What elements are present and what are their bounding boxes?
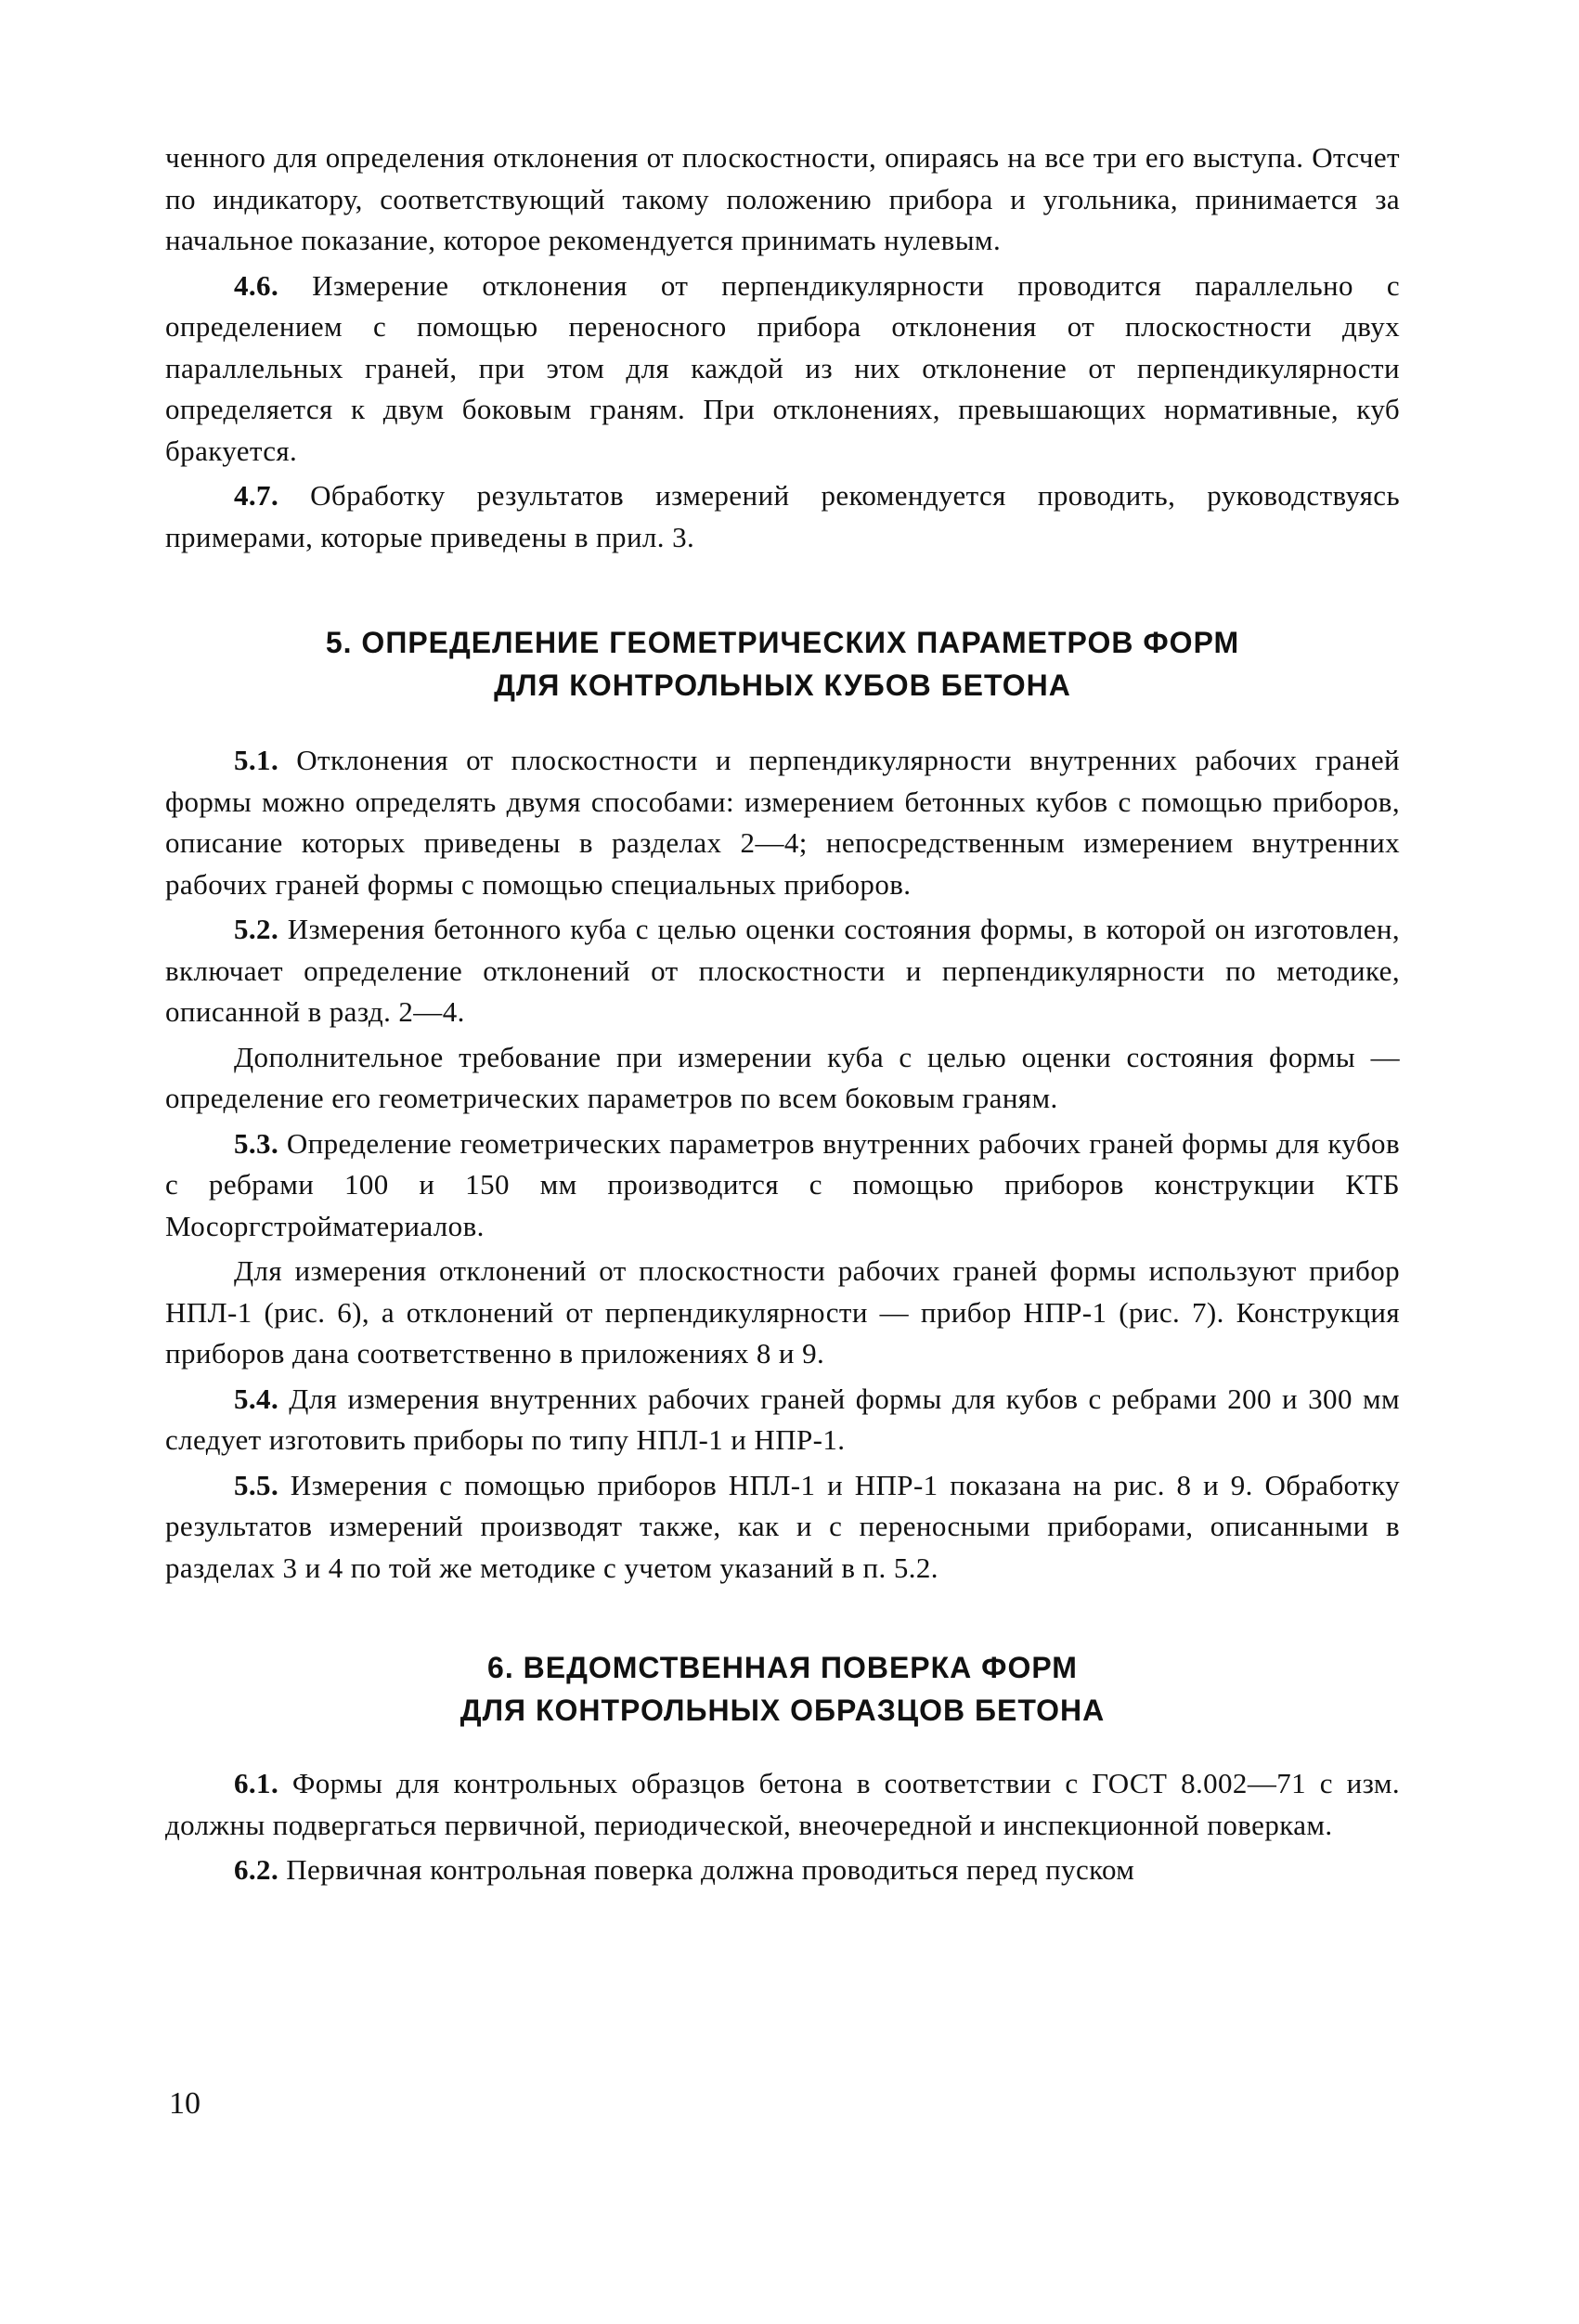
item-number: 5.4. <box>234 1382 279 1415</box>
item-5-3-instruments <box>165 1251 1400 1375</box>
item-text: Формы для контрольных образцов бетона в соответствии с ГОСТ 8.002—71 с изм. должны подвергаться первичной, периодической, внеочередной и инспекционной поверкам. <box>165 1767 1401 1841</box>
item-number: 5.2. <box>234 913 279 945</box>
item-4-7 <box>165 475 1400 558</box>
item-4-6 <box>165 266 1400 473</box>
item-5-4 <box>165 1379 1400 1461</box>
item-5-1 <box>165 740 1400 905</box>
paragraph-text: ченного для определения отклонения от плоскостности, опираясь на все три его выступа. Отсчет по индикатору, соответствующий такому положению прибора и угольника, принимается за начальное показание, которое рекомендуется принимать нулевым. <box>165 141 1400 256</box>
item-number: 5.5. <box>234 1468 279 1501</box>
section-5-title-line-2: ДЛЯ КОНТРОЛЬНЫХ КУБОВ БЕТОНА <box>494 669 1071 702</box>
item-number: 5.3. <box>234 1126 279 1160</box>
item-text: Дополнительное требование при измерении куба с целью оценки состояния формы — определение его геометрических параметров по всем боковым граням. <box>165 1040 1400 1114</box>
item-5-3 <box>165 1123 1400 1248</box>
item-6-2 <box>165 1850 1400 1891</box>
item-text: Измерения бетонного куба с целью оценки состояния формы, в которой он изготовлен, включает определение отклонений от плоскостности и перпендикулярности по методике, описанной в разд. 2—4. <box>165 913 1401 1028</box>
document-page <box>165 137 1400 1891</box>
item-text: Определение геометрических параметров внутренних рабочих граней формы для кубов с ребрами 100 и 150 мм производится с помощью приборов конструкции КТБ Мосоргстройматериалов. <box>165 1126 1400 1242</box>
item-text: Для измерения отклонений от плоскостности рабочих граней формы используют прибор НПЛ-1 (рис. 6), а отклонений от перпендикулярности — прибор НПР-1 (рис. 7). Конструкция приборов дана соответственно в приложениях 8 и 9. <box>165 1254 1400 1370</box>
item-text: Обработку результатов измерений рекомендуется проводить, руководствуясь примерами, которые приведены в прил. 3. <box>165 479 1401 553</box>
item-number: 4.6. <box>234 268 279 302</box>
section-6-heading <box>165 1646 1400 1732</box>
item-6-1 <box>165 1763 1400 1846</box>
item-number: 6.2. <box>234 1853 279 1886</box>
item-text: Первичная контрольная поверка должна проводиться перед пуском <box>286 1853 1135 1886</box>
section-6-title-line-2: ДЛЯ КОНТРОЛЬНЫХ ОБРАЗЦОВ БЕТОНА <box>459 1694 1106 1727</box>
item-text: Для измерения внутренних рабочих граней формы для кубов с ребрами 200 и 300 мм следует изготовить приборы по типу НПЛ-1 и НПР-1. <box>165 1382 1400 1456</box>
item-5-2 <box>165 909 1400 1033</box>
item-number: 5.1. <box>234 744 279 776</box>
section-5-title-line-1: 5. ОПРЕДЕЛЕНИЕ ГЕОМЕТРИЧЕСКИХ ПАРАМЕТРОВ ФОРМ <box>325 626 1240 659</box>
item-number: 6.1. <box>234 1767 279 1799</box>
item-5-2-additional <box>165 1037 1400 1120</box>
item-text: Измерения с помощью приборов НПЛ-1 и НПР-1 показана на рис. 8 и 9. Обработку результатов измерений производят также, как и с переносными приборами, описанными в разделах 3 и 4 по той же методике с учетом указаний в п. 5.2. <box>165 1468 1401 1584</box>
section-5-heading <box>165 621 1400 707</box>
item-number: 4.7. <box>234 479 279 512</box>
section-6-title-line-1: 6. ВЕДОМСТВЕННАЯ ПОВЕРКА ФОРМ <box>487 1651 1078 1684</box>
item-text: Измерение отклонения от перпендикулярности проводится параллельно с определением с помощью переносного прибора отклонения от плоскостности двух параллельных граней, при этом для каждой из них отклонение от перпендикулярности определяется к двум боковым граням. При отклонениях, превышающих нормативные, куб бракуется. <box>165 268 1400 467</box>
item-5-5 <box>165 1465 1400 1590</box>
page-number: 10 <box>169 2086 201 2121</box>
continuation-paragraph <box>165 137 1400 262</box>
item-text: Отклонения от плоскостности и перпендикулярности внутренних рабочих граней формы можно определять двумя способами: измерением бетонных кубов с помощью приборов, описание которых приведены в разделах 2—4; непосредственным измерением внутренних рабочих граней формы с помощью специальных приборов. <box>165 744 1400 901</box>
